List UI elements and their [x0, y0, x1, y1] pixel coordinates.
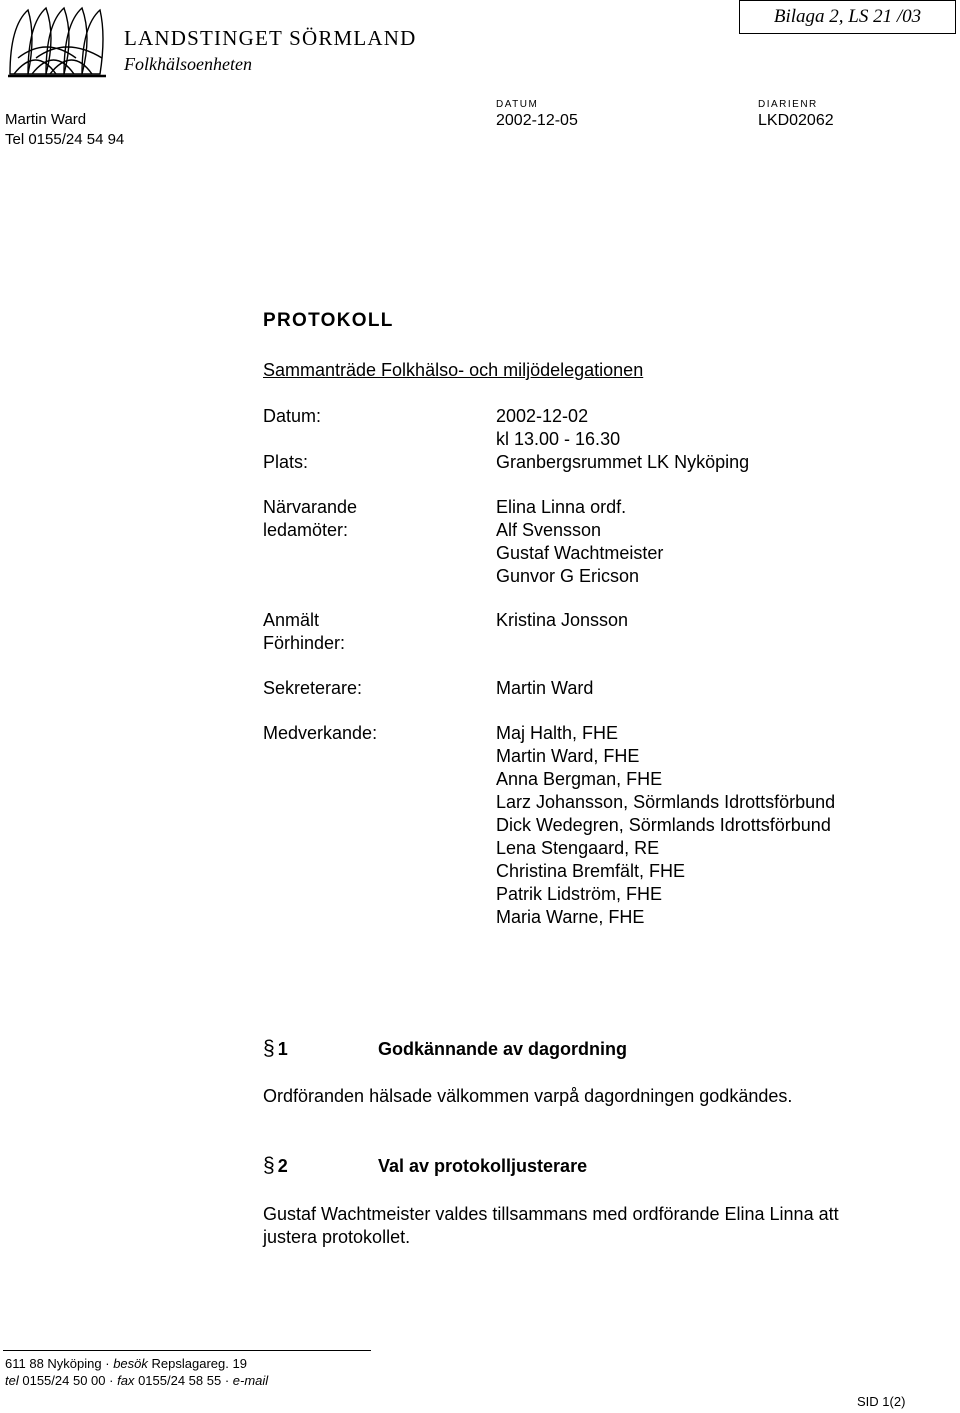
present-members-label: [263, 496, 357, 542]
org-name-text: LANDSTINGET SÖRMLAND: [124, 26, 417, 50]
list-item: Maj Halth, FHE: [496, 723, 619, 743]
list-item: Dick Wedegren, Sörmlands Idrottsförbund: [496, 815, 831, 835]
date-value: 2002-12-05: [496, 112, 578, 129]
list-item: Elina Linna ordf.: [496, 497, 627, 517]
meeting-date-values: [496, 405, 620, 451]
list-item: Maria Warne, FHE: [496, 907, 645, 927]
fax-value: 0155/24 58 55: [138, 1373, 222, 1388]
org-unit-text: Folkhälsoenheten: [124, 54, 252, 74]
list-item: Gustaf Wachtmeister: [496, 543, 664, 563]
list-item: Anna Bergman, FHE: [496, 769, 663, 789]
present-label-line-1: Närvarande: [263, 497, 358, 517]
diary-number-label: DIARIENR: [758, 99, 818, 110]
bilaga-text: Bilaga 2, LS 21 /03: [773, 6, 922, 27]
date-label: DATUM: [496, 99, 539, 110]
item-number: 1: [277, 1039, 288, 1059]
section-mark: §: [263, 1154, 275, 1177]
visit-label: besök: [113, 1356, 148, 1371]
absence-label: [263, 609, 345, 655]
page-number: SID 1(2): [857, 1394, 906, 1409]
location-value: Granbergsrummet LK Nyköping: [496, 452, 750, 472]
postal-address: 611 88 Nyköping: [5, 1356, 102, 1371]
secretary-label: Sekreterare:: [263, 678, 363, 698]
document-date-block: [496, 99, 578, 131]
list-item: Alf Svensson: [496, 520, 602, 540]
participants-list: [496, 722, 835, 929]
agenda-item-number: [263, 1154, 378, 1178]
footer-line-1: [5, 1355, 268, 1372]
tel-value: 0155/24 50 00: [22, 1373, 106, 1388]
organization-logo: [6, 6, 417, 78]
agenda-item-number: [263, 1037, 378, 1061]
contact-name: Martin Ward: [5, 111, 87, 128]
absence-value: Kristina Jonsson: [496, 610, 629, 630]
meeting-date: 2002-12-02: [496, 406, 589, 426]
footer-divider: [3, 1350, 371, 1351]
contact-phone: Tel 0155/24 54 94: [5, 131, 125, 148]
diary-number-value: LKD02062: [758, 112, 834, 129]
separator: ·: [224, 1373, 230, 1388]
fax-label: fax: [117, 1373, 135, 1388]
participants-label: Medverkande:: [263, 723, 378, 743]
meeting-subtitle: Sammanträde Folkhälso- och miljödelegationen: [263, 360, 644, 380]
location-label: Plats:: [263, 452, 309, 472]
list-item: Gunvor G Ericson: [496, 566, 640, 586]
absence-label-line-2: Förhinder:: [263, 633, 346, 653]
footer-address: [5, 1355, 268, 1389]
list-item: Martin Ward, FHE: [496, 746, 640, 766]
present-label-line-2: ledamöter:: [263, 520, 349, 540]
list-item: Lena Stengaard, RE: [496, 838, 660, 858]
meeting-date-label: Datum:: [263, 406, 322, 426]
secretary-value: Martin Ward: [496, 678, 594, 698]
absence-label-line-1: Anmält: [263, 610, 320, 630]
agenda-item-title: Val av protokolljusterare: [378, 1156, 588, 1176]
footer-line-2: [5, 1372, 268, 1389]
visit-address: Repslagareg. 19: [151, 1356, 247, 1371]
email-label: e-mail: [232, 1373, 269, 1388]
meeting-time: kl 13.00 - 16.30: [496, 429, 621, 449]
tulip-emblem-icon: [8, 8, 106, 76]
separator: ·: [105, 1356, 110, 1371]
bilaga-box: [739, 0, 956, 34]
agenda-item-text: Gustaf Wachtmeister valdes tillsammans med ordförande Elina Linna att justera protokollet.: [263, 1204, 839, 1247]
separator: ·: [109, 1373, 114, 1388]
document-title: PROTOKOLL: [263, 310, 394, 331]
agenda-item-heading: [263, 1037, 627, 1061]
agenda-item-title: Godkännande av dagordning: [378, 1039, 628, 1059]
item-number: 2: [277, 1156, 288, 1176]
tel-label: tel: [5, 1373, 19, 1388]
list-item: Christina Bremfält, FHE: [496, 861, 686, 881]
agenda-item-heading: [263, 1154, 587, 1178]
list-item: Larz Johansson, Sörmlands Idrottsförbund: [496, 792, 836, 812]
agenda-item-text: Ordföranden hälsade välkommen varpå dagordningen godkändes.: [263, 1086, 793, 1106]
list-item: Patrik Lidström, FHE: [496, 884, 663, 904]
diary-number-block: [758, 99, 834, 131]
section-mark: §: [263, 1037, 275, 1060]
contact-block: [5, 110, 124, 150]
present-members-list: [496, 496, 663, 588]
